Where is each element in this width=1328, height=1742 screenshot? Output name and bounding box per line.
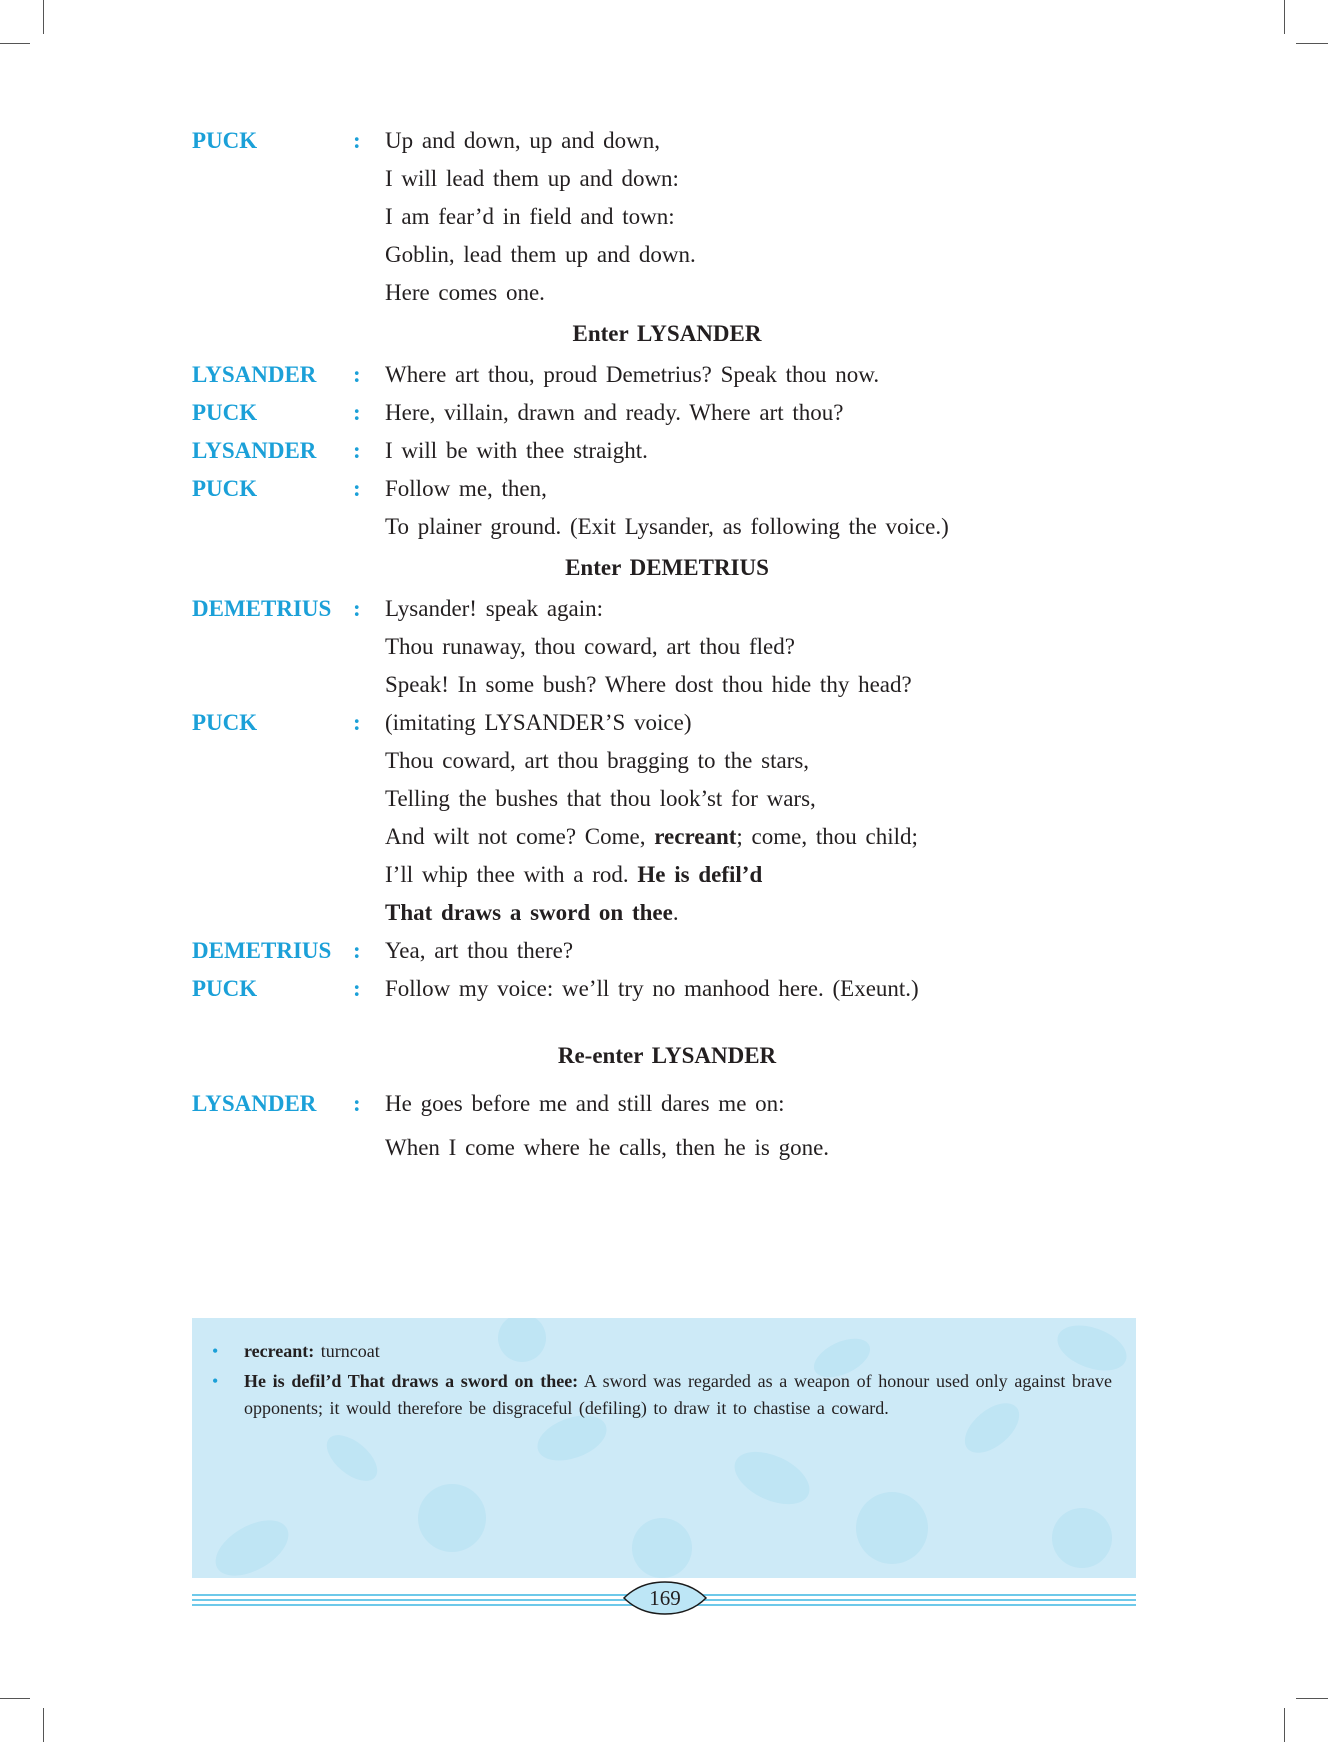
stage-direction: Enter DEMETRIUS bbox=[565, 555, 769, 580]
speaker-colon: : bbox=[353, 1091, 361, 1116]
dialogue-line: Telling the bushes that thou look’st for wars, bbox=[385, 786, 816, 811]
dialogue-row bbox=[192, 628, 1052, 666]
speaker-name: DEMETRIUS bbox=[192, 938, 332, 963]
crop-mark bbox=[1284, 1708, 1285, 1742]
speaker-colon: : bbox=[353, 938, 361, 963]
dialogue-line: Lysander! speak again: bbox=[385, 596, 604, 621]
dialogue-line: When I come where he calls, then he is gone. bbox=[385, 1135, 830, 1160]
speaker-name: PUCK bbox=[192, 128, 258, 153]
glossary-definition: turncoat bbox=[314, 1341, 380, 1361]
dialogue-row bbox=[192, 470, 1052, 508]
glossed-term: recreant bbox=[654, 824, 737, 849]
glossed-term: He is defil’d bbox=[637, 862, 763, 887]
dialogue-line: I am fear’d in field and town: bbox=[385, 204, 675, 229]
dialogue-row bbox=[192, 704, 1052, 742]
dialogue-row bbox=[192, 160, 1052, 198]
dialogue-line: Goblin, lead them up and down. bbox=[385, 242, 696, 267]
crop-mark bbox=[0, 1698, 30, 1699]
dialogue-line: Thou coward, art thou bragging to the stars, bbox=[385, 748, 810, 773]
speaker-name: DEMETRIUS bbox=[192, 596, 332, 621]
dialogue-line: Here, villain, drawn and ready. Where art thou? bbox=[385, 400, 844, 425]
glossary-term: He is defil’d That draws a sword on thee: bbox=[244, 1371, 579, 1391]
crop-mark bbox=[43, 1708, 44, 1742]
dialogue-line: That draws a sword on thee. bbox=[385, 900, 679, 925]
bullet-icon: • bbox=[212, 1371, 219, 1391]
dialogue-line: Thou runaway, thou coward, art thou fled? bbox=[385, 634, 795, 659]
dialogue-line: Speak! In some bush? Where dost thou hide thy head? bbox=[385, 672, 912, 697]
crop-mark bbox=[1296, 1698, 1328, 1699]
speaker-name: PUCK bbox=[192, 476, 258, 501]
dialogue-line: I will be with thee straight. bbox=[385, 438, 648, 463]
speaker-name: LYSANDER bbox=[192, 438, 317, 463]
dialogue-line: Yea, art thou there? bbox=[385, 938, 574, 963]
glossed-term: That draws a sword on thee bbox=[385, 900, 673, 925]
dialogue-row bbox=[192, 590, 1052, 628]
play-script bbox=[192, 122, 1052, 1170]
dialogue-row bbox=[192, 432, 1052, 470]
dialogue-row bbox=[192, 122, 1052, 160]
speaker-colon: : bbox=[353, 400, 361, 425]
dialogue-line: He goes before me and still dares me on: bbox=[385, 1091, 785, 1116]
page-number: 169 bbox=[649, 1586, 681, 1610]
page-footer bbox=[192, 1580, 1136, 1616]
glossary-item bbox=[212, 1338, 1112, 1365]
speaker-colon: : bbox=[353, 976, 361, 1001]
dialogue-row bbox=[192, 856, 1052, 894]
bullet-icon: • bbox=[212, 1341, 219, 1361]
dialogue-row bbox=[192, 970, 1052, 1008]
dialogue-row bbox=[192, 818, 1052, 856]
dialogue-line: Here comes one. bbox=[385, 280, 545, 305]
page-number-badge bbox=[620, 1580, 710, 1616]
glossary-item bbox=[212, 1368, 1112, 1422]
speaker-colon: : bbox=[353, 596, 361, 621]
speaker-name: PUCK bbox=[192, 710, 258, 735]
glossary-list bbox=[212, 1338, 1112, 1425]
crop-mark bbox=[1296, 43, 1328, 44]
speaker-colon: : bbox=[353, 438, 361, 463]
glossary-box bbox=[192, 1318, 1136, 1578]
dialogue-row bbox=[192, 932, 1052, 970]
dialogue-row bbox=[192, 236, 1052, 274]
glossary-definition: A sword was regarded as a weapon of honour used only against brave opponents; it would therefore be disgraceful (defiling) to draw it to chastise a coward. bbox=[244, 1371, 1112, 1418]
dialogue-line: I will lead them up and down: bbox=[385, 166, 679, 191]
crop-mark bbox=[43, 0, 44, 34]
crop-mark bbox=[0, 43, 30, 44]
speaker-name: LYSANDER bbox=[192, 1091, 317, 1116]
speaker-colon: : bbox=[353, 476, 361, 501]
dialogue-row bbox=[192, 394, 1052, 432]
dialogue-line: I’ll whip thee with a rod. He is defil’d bbox=[385, 862, 763, 887]
dialogue-row bbox=[192, 274, 1052, 312]
dialogue-line: (imitating LYSANDER’S voice) bbox=[385, 710, 692, 735]
crop-mark bbox=[1284, 0, 1285, 34]
speaker-colon: : bbox=[353, 128, 361, 153]
speaker-colon: : bbox=[353, 710, 361, 735]
dialogue-row bbox=[192, 742, 1052, 780]
stage-direction: Enter LYSANDER bbox=[572, 321, 762, 346]
dialogue-row bbox=[192, 508, 1052, 546]
dialogue-line: Where art thou, proud Demetrius? Speak thou now. bbox=[385, 362, 880, 387]
dialogue-line: Follow me, then, bbox=[385, 476, 547, 501]
dialogue-row bbox=[192, 666, 1052, 704]
glossary-term: recreant: bbox=[244, 1341, 315, 1361]
dialogue-row bbox=[192, 894, 1052, 932]
dialogue-row bbox=[192, 1126, 1052, 1170]
dialogue-line: Up and down, up and down, bbox=[385, 128, 660, 153]
dialogue-line: To plainer ground. (Exit Lysander, as following the voice.) bbox=[385, 514, 949, 539]
speaker-name: PUCK bbox=[192, 976, 258, 1001]
dialogue-row bbox=[192, 198, 1052, 236]
dialogue-line: And wilt not come? Come, recreant; come, thou child; bbox=[385, 824, 918, 849]
speaker-colon: : bbox=[353, 362, 361, 387]
dialogue-row bbox=[192, 780, 1052, 818]
dialogue-line: Follow my voice: we’ll try no manhood here. (Exeunt.) bbox=[385, 976, 919, 1001]
dialogue-row bbox=[192, 1082, 1052, 1126]
speaker-name: PUCK bbox=[192, 400, 258, 425]
speaker-name: LYSANDER bbox=[192, 362, 317, 387]
dialogue-row bbox=[192, 356, 1052, 394]
stage-direction: Re-enter LYSANDER bbox=[557, 1043, 777, 1068]
